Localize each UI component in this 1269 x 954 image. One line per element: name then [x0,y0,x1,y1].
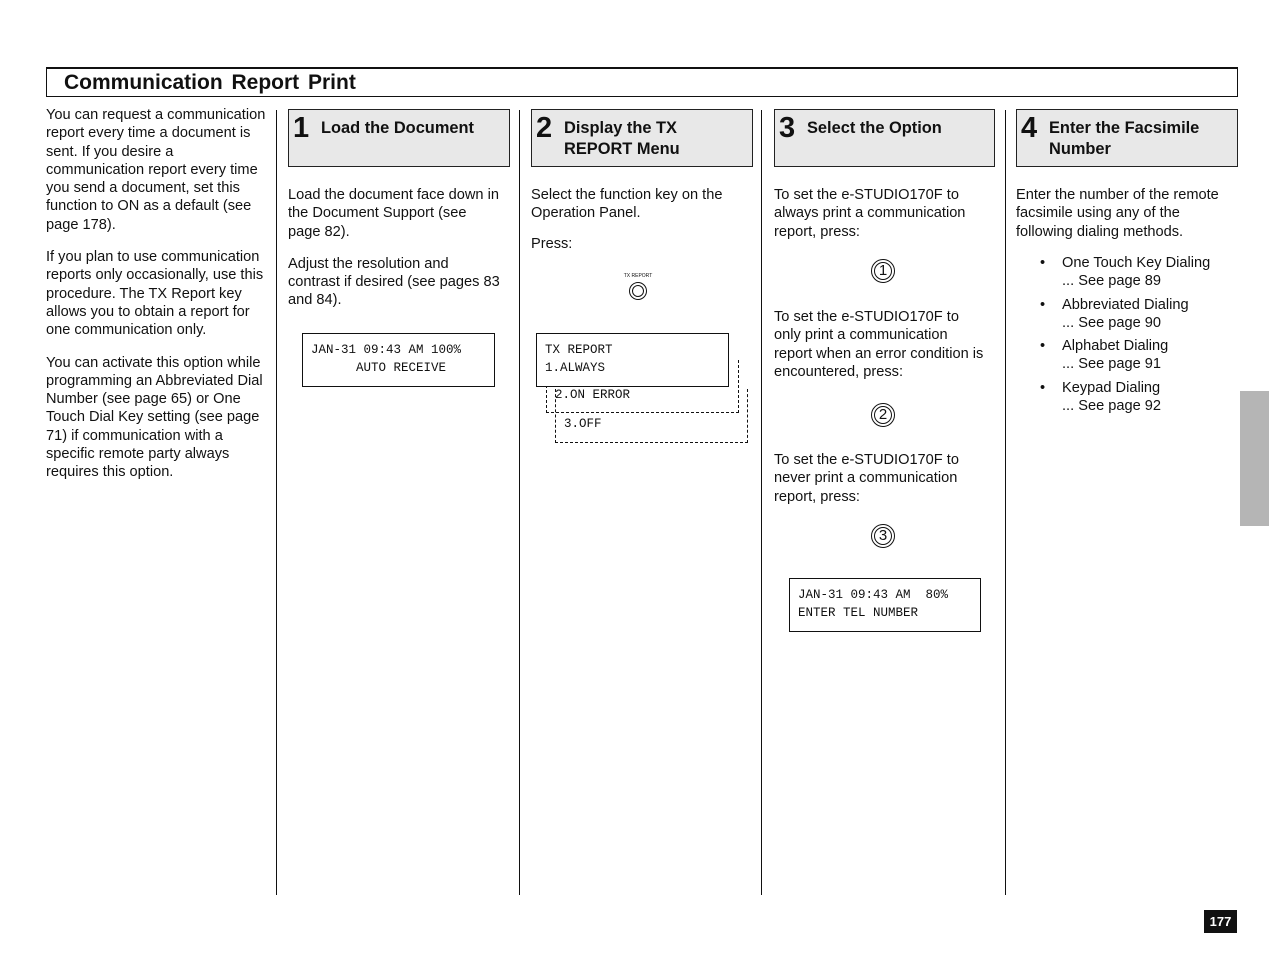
step-title: Enter the Facsimile Number [1049,119,1200,158]
step-3-instruction: To set the e-STUDIO170F to always print a communication report, press: [774,187,966,240]
menu-option-text: 2.ON ERROR [555,388,631,402]
lcd-display [789,578,981,632]
step-1-header [288,109,510,167]
key-2-icon: 2 [871,403,895,427]
step-number: 2 [536,112,553,144]
column-divider [1005,110,1006,895]
lcd-line: 1.ALWAYS [545,360,606,375]
page-title: Communication Report Print [64,71,356,94]
step-3-option-on-error [774,308,988,395]
column-divider [761,110,762,895]
step-3-header [774,109,995,167]
step-2-instruction: Select the function key on the Operation Panel. [531,187,723,222]
column-divider [519,110,520,895]
lcd-line: TX REPORT [545,343,613,357]
key-1-icon: 1 [871,259,895,283]
tx-report-menu-display [536,333,729,387]
dialing-methods-list [1040,254,1210,420]
step-title: Load the Document [321,119,474,137]
step-4-header [1016,109,1238,167]
step-1-body [288,186,500,324]
step-3-instruction: To set the e-STUDIO170F to only print a communication report when an error condition is encountered, press: [774,309,984,380]
method-name: • Alphabet Dialing [1062,338,1169,355]
chapter-tab [1240,391,1269,526]
intro-paragraph: You can request a communication report every time a document is sent. If you desire a communication report every time you send a document, set this function to ON as a default (see page 178). [46,107,266,233]
menu-option-text: 3.OFF [564,417,602,431]
lcd-line: ENTER TEL NUMBER [798,605,919,620]
step-3-option-always [774,186,988,255]
press-label: Press: [531,235,573,252]
lcd-line: JAN-31 09:43 AM 80% [798,588,949,602]
method-name: • Abbreviated Dialing [1062,296,1189,313]
step-1-instruction: Load the document face down in the Document Support (see page 82). [288,187,499,240]
method-name: • One Touch Key Dialing [1062,255,1211,271]
step-2-body [531,186,743,267]
step-4-body [1016,186,1238,255]
step-2-header [531,109,753,167]
method-name: • Keypad Dialing [1062,379,1161,396]
key-3-icon: 3 [871,524,895,548]
lcd-line: JAN-31 09:43 AM 100% [311,343,462,357]
intro-text [46,106,266,496]
step-title: Display the TX REPORT Menu [564,119,680,158]
column-divider [276,110,277,895]
list-item [1040,337,1210,374]
page-reference: ... See page 90 [1062,314,1161,331]
intro-paragraph: If you plan to use communication reports only occasionally, use this procedure. The TX Report key allows you to obtain a report for one communication only. [46,249,264,339]
step-3-option-off [774,451,988,520]
tx-report-key-label: TX REPORT [623,273,653,279]
list-item [1040,379,1210,416]
page-title-bar [46,67,1238,97]
page-reference: ... See page 89 [1062,273,1161,290]
page-number: 177 [1204,910,1237,933]
step-4-instruction: Enter the number of the remote facsimile using any of the following dialing methods. [1016,187,1219,240]
step-number: 4 [1021,112,1038,144]
intro-paragraph: You can activate this option while programming an Abbreviated Dial Number (see page 65) or One Touch Dial Key setting (see page 71) if communication with a specific remote party always requires this option. [46,354,263,481]
tx-report-key-icon [629,282,647,300]
step-title: Select the Option [807,119,942,137]
list-item [1040,296,1210,333]
step-number: 3 [779,112,796,144]
step-number: 1 [293,112,310,144]
step-3-instruction: To set the e-STUDIO170F to never print a communication report, press: [774,452,959,505]
step-1-instruction: Adjust the resolution and contrast if desired (see pages 83 and 84). [288,255,500,309]
page-reference: ... See page 91 [1062,356,1161,373]
lcd-display [302,333,495,387]
page-reference: ... See page 92 [1062,398,1161,415]
list-item [1040,254,1210,291]
lcd-line: AUTO RECEIVE [311,360,447,375]
